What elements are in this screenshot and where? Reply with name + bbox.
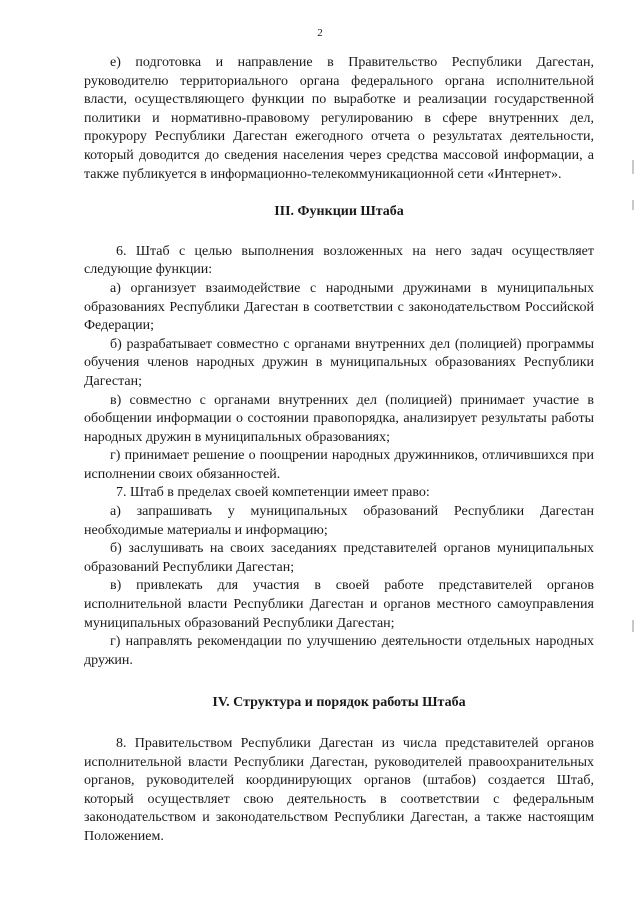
paragraph-6b: б) разрабатывает совместно с органами внутренних дел (полицией) программы обучения членов народных дружин в муниципальных образованиях Республики Дагестан; <box>84 336 594 389</box>
paragraph-8: 8. Правительством Республики Дагестан из числа представителей органов исполнительной власти Республики Дагестан, руководителей правоохранительных органов, руководителей координирующих органов (штабов) создается Штаб, который осуществляет свою деятельность в соответствии с федеральным законодательством и законодательством Республики Дагестан, а также настоящим Положением. <box>84 736 594 844</box>
scan-artifact <box>632 620 634 632</box>
section-4-body <box>84 735 594 847</box>
scan-artifact <box>632 160 634 174</box>
document-body <box>84 54 594 847</box>
section-3-body <box>84 243 594 671</box>
paragraph-7a: а) запрашивать у муниципальных образований Республики Дагестан необходимые материалы и информацию; <box>84 504 594 538</box>
paragraph-6: 6. Штаб с целью выполнения возложенных на него задач осуществляет следующие функции: <box>84 243 594 278</box>
paragraph-e: е) подготовка и направление в Правительство Республики Дагестан, руководителю территориального органа федерального органа исполнительной власти, осуществляющего функции по выработке и реализации государственной политики и нормативно-правовому регулированию в сфере внутренних дел, прокурору Республики Дагестан ежегодного отчета о результатах деятельности, который доводится до сведения населения через средства массовой информации, а также публикуется в информационно-телекоммуникационной сети «Интернет». <box>84 55 594 182</box>
page-number: 2 <box>317 27 323 39</box>
scan-artifact <box>632 200 634 210</box>
section-3-heading: III. Функции Штаба <box>274 204 404 220</box>
paragraph-7v: в) привлекать для участия в своей работе представителей органов исполнительной власти Республики Дагестан и органов местного самоуправления муниципальных образований Республики Дагестан; <box>84 578 594 631</box>
paragraph-7: 7. Штаб в пределах своей компетенции имеет право: <box>116 485 430 501</box>
section-4-heading: IV. Структура и порядок работы Штаба <box>212 695 466 711</box>
paragraph-6g: г) принимает решение о поощрении народных дружинников, отличившихся при исполнении своих обязанностей. <box>84 448 594 482</box>
paragraph-7g: г) направлять рекомендации по улучшению деятельности отдельных народных дружин. <box>84 634 594 668</box>
paragraph-6v: в) совместно с органами внутренних дел (полицией) принимает участие в обобщении информации о состоянии правопорядка, анализирует результаты работы народных дружин в муниципальных образованиях; <box>84 392 594 445</box>
paragraph-6a: а) организует взаимодействие с народными дружинами в муниципальных образованиях Республики Дагестан в соответствии с законодательством Российской Федерации; <box>84 280 594 334</box>
paragraph-7b: б) заслушивать на своих заседаниях представителей органов муниципальных образований Республики Дагестан; <box>84 541 594 575</box>
